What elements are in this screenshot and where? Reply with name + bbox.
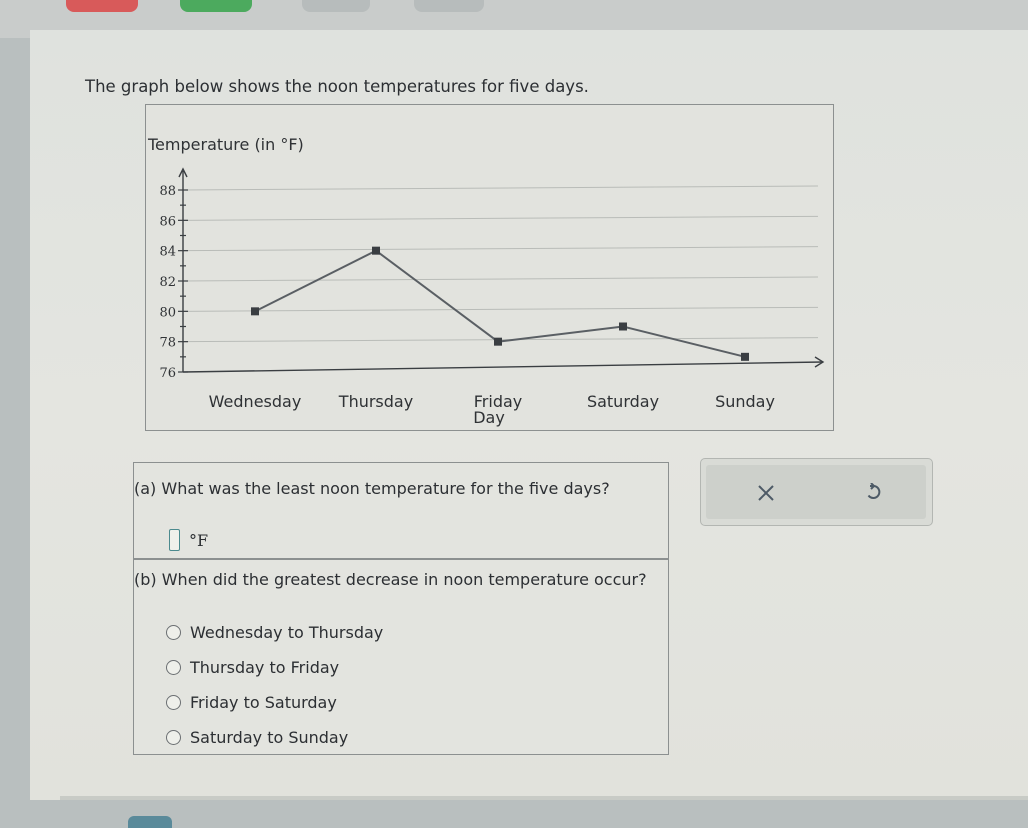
chart-svg xyxy=(146,105,835,432)
option-label: Thursday to Friday xyxy=(190,658,340,677)
bottom-divider xyxy=(60,796,1028,800)
y-tick-label: 86 xyxy=(159,214,176,230)
toolbar-tab-1[interactable] xyxy=(302,0,370,12)
option-thursday-to-friday[interactable] xyxy=(166,658,339,677)
option-label: Wednesday to Thursday xyxy=(190,623,384,642)
line-graph xyxy=(145,104,834,431)
data-point xyxy=(619,323,627,331)
x-category-label: Saturday xyxy=(586,392,660,411)
undo-icon xyxy=(864,483,884,503)
answer-row xyxy=(169,529,208,551)
close-icon xyxy=(756,483,776,503)
part-b-question: (b) When did the greatest decrease in noon temperature occur? xyxy=(134,570,647,589)
toolbar-tab-2[interactable] xyxy=(414,0,484,12)
answer-unit: °F xyxy=(189,530,209,550)
option-friday-to-saturday[interactable] xyxy=(166,693,337,712)
question-divider xyxy=(134,558,668,560)
radio-button[interactable] xyxy=(166,730,181,745)
data-point xyxy=(251,307,259,315)
radio-button[interactable] xyxy=(166,695,181,710)
option-wednesday-to-thursday[interactable] xyxy=(166,623,383,642)
y-tick-label: 88 xyxy=(159,184,176,199)
clear-button[interactable] xyxy=(746,475,786,511)
data-point xyxy=(741,353,749,361)
grid-line xyxy=(183,216,818,220)
y-tick-label: 78 xyxy=(159,335,176,351)
question-box xyxy=(133,462,669,755)
option-label: Saturday to Sunday xyxy=(190,728,349,747)
undo-button[interactable] xyxy=(854,475,894,511)
temperature-answer-input[interactable] xyxy=(169,529,180,551)
data-point xyxy=(372,247,380,255)
bottom-tab[interactable] xyxy=(128,816,172,828)
option-label: Friday to Saturday xyxy=(190,693,337,712)
data-point xyxy=(494,338,502,346)
x-axis-label: Day xyxy=(473,408,505,427)
toolbar-tab-green[interactable] xyxy=(180,0,252,12)
part-a-question: (a) What was the least noon temperature for the five days? xyxy=(134,479,610,498)
y-tick-label: 80 xyxy=(159,305,176,321)
grid-line xyxy=(183,277,818,281)
grid-line xyxy=(183,307,818,311)
x-category-label: Sunday xyxy=(715,392,775,411)
action-toolbar xyxy=(700,458,933,526)
radio-button[interactable] xyxy=(166,625,181,640)
intro-text: The graph below shows the noon temperatures for five days. xyxy=(85,77,589,96)
y-tick-label: 76 xyxy=(159,366,176,381)
x-category-label: Friday xyxy=(473,392,523,411)
x-axis xyxy=(183,362,823,372)
radio-button[interactable] xyxy=(166,660,181,675)
x-category-label: Wednesday xyxy=(208,392,302,411)
y-tick-label: 82 xyxy=(159,275,176,290)
option-saturday-to-sunday[interactable] xyxy=(166,728,348,747)
toolbar-tab-red[interactable] xyxy=(66,0,138,12)
grid-line xyxy=(183,186,818,190)
y-axis-label: Temperature (in °F) xyxy=(148,135,304,154)
y-tick-label: 84 xyxy=(159,244,176,260)
x-category-label: Thursday xyxy=(338,392,414,411)
grid-line xyxy=(183,247,818,251)
